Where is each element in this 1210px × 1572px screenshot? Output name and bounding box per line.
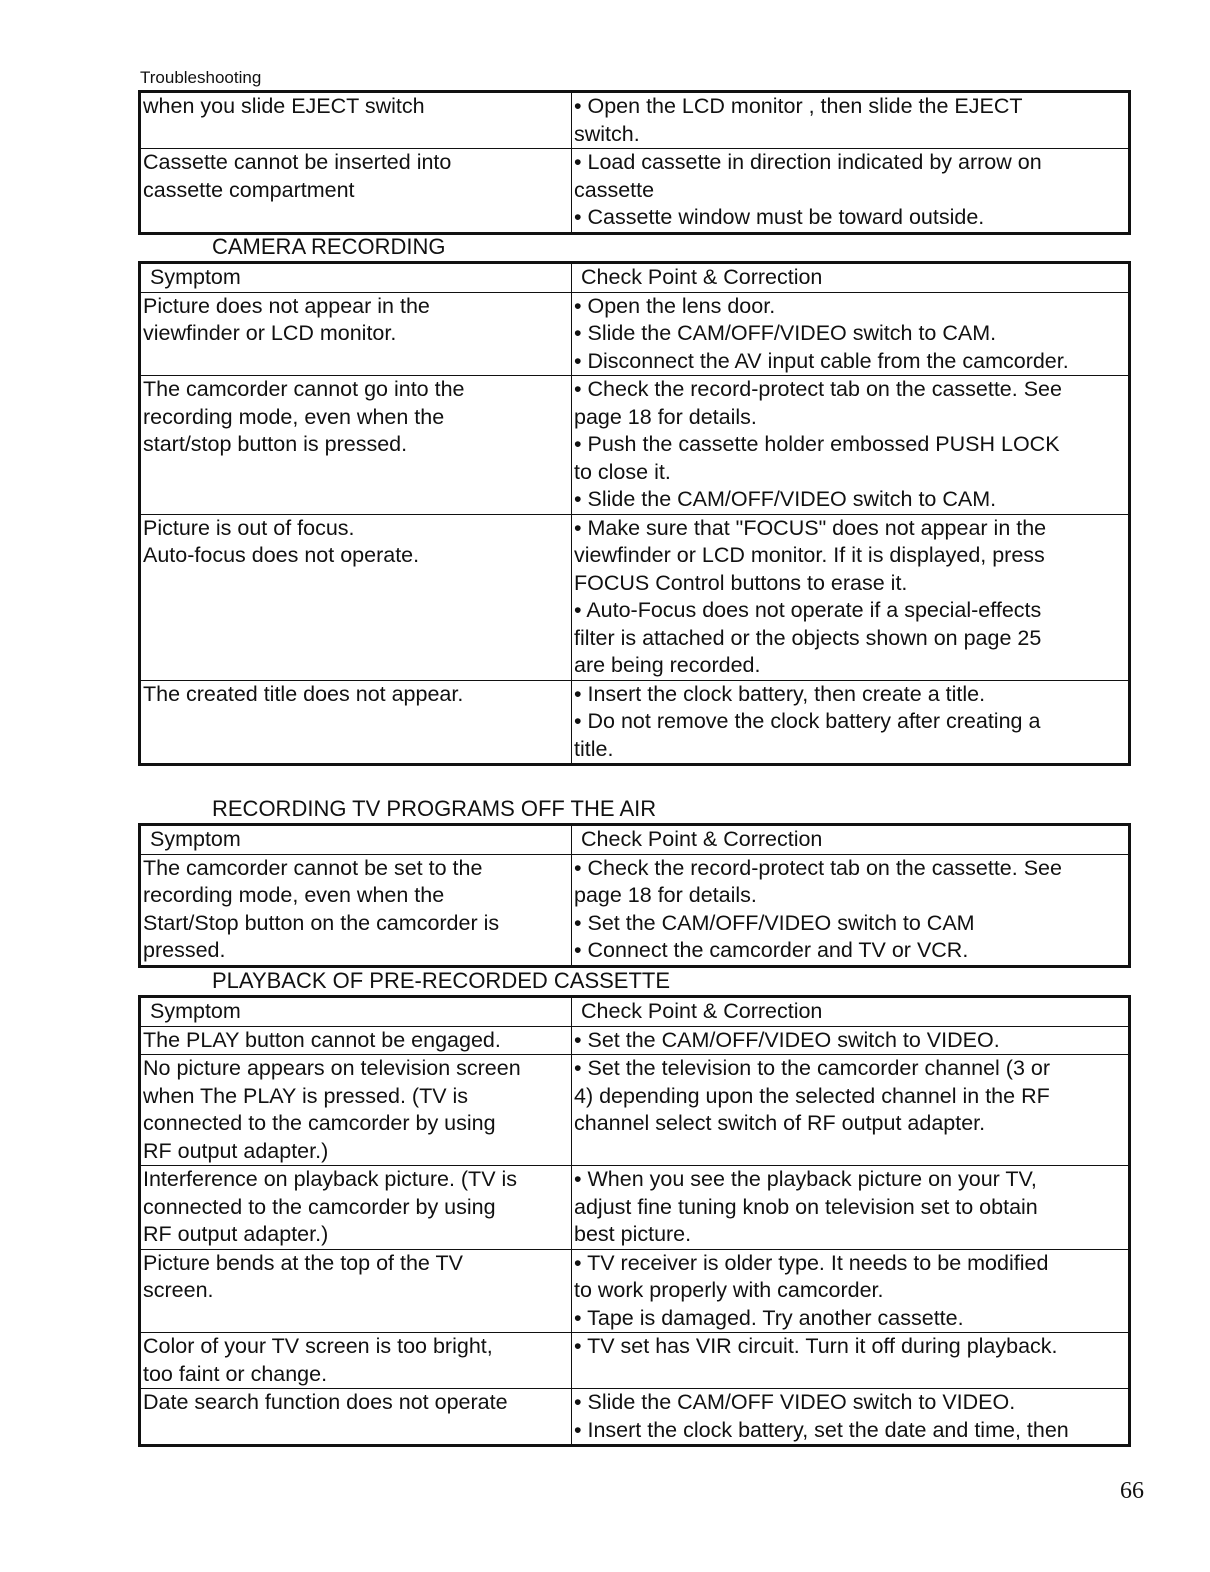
cell-line: Date search function does not operate — [143, 1390, 508, 1414]
correction-cell — [572, 376, 1130, 515]
symptom-cell — [140, 1166, 572, 1250]
page-number: 66 — [1120, 1478, 1144, 1504]
recording-tv-table — [138, 823, 1131, 968]
cell-line: • Set the CAM/OFF/VIDEO switch to VIDEO. — [574, 1027, 1000, 1052]
check-point-header: Check Point & Correction — [572, 825, 1130, 855]
table-row — [140, 92, 1130, 149]
symptom-cell — [140, 514, 572, 680]
cell-line: • Set the CAM/OFF/VIDEO switch to CAM — [574, 910, 975, 935]
symptom-cell — [140, 292, 572, 376]
table-header-row — [140, 825, 1130, 855]
cell-line: • When you see the playback picture on your TV, — [574, 1167, 1037, 1191]
cell-line: • Open the lens door. — [574, 293, 776, 318]
table-row — [140, 1026, 1130, 1055]
cell-line: • Insert the clock battery, then create a title. — [574, 681, 986, 706]
correction-cell — [572, 292, 1130, 376]
correction-cell — [572, 1055, 1130, 1166]
table-row — [140, 376, 1130, 515]
symptom-cell — [140, 1333, 572, 1389]
cell-line: connected to the camcorder by using — [143, 1111, 496, 1135]
cell-line: when you slide EJECT switch — [143, 94, 425, 118]
correction-cell — [572, 1166, 1130, 1250]
cell-line: • Do not remove the clock battery after creating a — [574, 709, 1041, 733]
correction-cell — [572, 680, 1130, 765]
cell-line: recording mode, even when the — [143, 404, 445, 429]
symptom-cell — [140, 854, 572, 966]
cell-line: Auto-focus does not operate. — [143, 543, 420, 567]
correction-cell — [572, 1026, 1130, 1055]
table-row — [140, 149, 1130, 234]
cell-line: • Load cassette in direction indicated by arrow on — [574, 150, 1042, 174]
recording-tv-body — [140, 854, 1130, 966]
cell-line: adjust fine tuning knob on television set to obtain — [574, 1194, 1038, 1219]
cell-line: • Check the record-protect tab on the cassette. See — [574, 855, 1062, 880]
symptom-header: Symptom — [140, 997, 572, 1027]
symptom-cell — [140, 680, 572, 765]
section-title-recording-tv: RECORDING TV PROGRAMS OFF THE AIR — [212, 796, 657, 821]
continued-table — [138, 90, 1131, 235]
table-row — [140, 1389, 1130, 1446]
camera-recording-table — [138, 261, 1131, 766]
table-row — [140, 854, 1130, 966]
table-row — [140, 1249, 1130, 1333]
symptom-cell — [140, 376, 572, 515]
cell-line: Interference on playback picture. (TV is — [143, 1167, 518, 1191]
cell-line: • Slide the CAM/OFF VIDEO switch to VIDEO. — [574, 1390, 1016, 1414]
table-row — [140, 514, 1130, 680]
cell-line: too faint or change. — [143, 1361, 328, 1386]
cell-line: The PLAY button cannot be engaged. — [143, 1027, 501, 1052]
continued-table-body — [140, 92, 1130, 234]
table-row — [140, 1055, 1130, 1166]
playback-table — [138, 995, 1131, 1447]
symptom-cell — [140, 1249, 572, 1333]
check-point-header: Check Point & Correction — [572, 997, 1130, 1027]
cell-line: The camcorder cannot go into the — [143, 377, 465, 401]
correction-cell — [572, 149, 1130, 234]
cell-line: Cassette cannot be inserted into — [143, 150, 452, 174]
correction-cell — [572, 92, 1130, 149]
correction-cell — [572, 854, 1130, 966]
cell-line: RF output adapter.) — [143, 1138, 329, 1163]
cell-line: cassette — [574, 177, 655, 202]
camera-recording-body — [140, 292, 1130, 765]
cell-line: • TV receiver is older type. It needs to be modified — [574, 1250, 1049, 1275]
cell-line: recording mode, even when the — [143, 883, 445, 907]
check-point-header: Check Point & Correction — [572, 263, 1130, 293]
cell-line: • Disconnect the AV input cable from the camcorder. — [574, 348, 1069, 373]
cell-line: • Slide the CAM/OFF/VIDEO switch to CAM. — [574, 321, 997, 345]
cell-line: • Tape is damaged. Try another cassette. — [574, 1305, 964, 1330]
cell-line: Start/Stop button on the camcorder is — [143, 910, 500, 935]
cell-line: • Open the LCD monitor , then slide the EJECT — [574, 94, 1023, 118]
cell-line: • Auto-Focus does not operate if a special-effects — [574, 598, 1042, 622]
table-row — [140, 292, 1130, 376]
cell-line: Picture is out of focus. — [143, 515, 355, 540]
cell-line: • Cassette window must be toward outside. — [574, 205, 985, 229]
cell-line: • TV set has VIR circuit. Turn it off during playback. — [574, 1334, 1058, 1358]
cell-line: Picture does not appear in the — [143, 293, 430, 318]
symptom-cell — [140, 1055, 572, 1166]
cell-line: • Push the cassette holder embossed PUSH LOCK — [574, 432, 1060, 456]
table-row — [140, 1333, 1130, 1389]
table-row — [140, 1166, 1130, 1250]
cell-line: when The PLAY is pressed. (TV is — [143, 1083, 469, 1108]
symptom-cell — [140, 1389, 572, 1446]
correction-cell — [572, 1249, 1130, 1333]
cell-line: best picture. — [574, 1222, 692, 1246]
cell-line: page 18 for details. — [574, 404, 757, 429]
cell-line: channel select switch of RF output adapter. — [574, 1111, 986, 1135]
cell-line: No picture appears on television screen — [143, 1056, 521, 1080]
correction-cell — [572, 1333, 1130, 1389]
cell-line: page 18 for details. — [574, 883, 757, 907]
symptom-header: Symptom — [140, 263, 572, 293]
table-header-row — [140, 997, 1130, 1027]
section-title-playback: PLAYBACK OF PRE-RECORDED CASSETTE — [212, 968, 671, 993]
cell-line: to work properly with camcorder. — [574, 1278, 884, 1302]
cell-line: filter is attached or the objects shown on page 25 — [574, 625, 1042, 650]
symptom-header: Symptom — [140, 825, 572, 855]
cell-line: start/stop button is pressed. — [143, 432, 408, 456]
cell-line: title. — [574, 736, 614, 761]
cell-line: The created title does not appear. — [143, 681, 464, 706]
cell-line: • Set the television to the camcorder channel (3 or — [574, 1056, 1051, 1080]
symptom-cell — [140, 149, 572, 234]
cell-line: • Check the record-protect tab on the cassette. See — [574, 377, 1062, 401]
cell-line: The camcorder cannot be set to the — [143, 855, 483, 880]
cell-line: • Make sure that "FOCUS" does not appear in the — [574, 515, 1047, 540]
correction-cell — [572, 514, 1130, 680]
cell-line: screen. — [143, 1278, 214, 1302]
cell-line: • Insert the clock battery, set the date and time, then — [574, 1417, 1069, 1442]
symptom-cell — [140, 1026, 572, 1055]
playback-body — [140, 1026, 1130, 1446]
cell-line: Picture bends at the top of the TV — [143, 1250, 463, 1275]
table-header-row — [140, 263, 1130, 293]
cell-line: viewfinder or LCD monitor. — [143, 321, 397, 345]
cell-line: RF output adapter.) — [143, 1222, 329, 1246]
cell-line: switch. — [574, 121, 640, 146]
cell-line: are being recorded. — [574, 653, 761, 677]
cell-line: FOCUS Control buttons to erase it. — [574, 570, 908, 595]
cell-line: Color of your TV screen is too bright, — [143, 1334, 493, 1358]
table-row — [140, 680, 1130, 765]
cell-line: • Connect the camcorder and TV or VCR. — [574, 938, 969, 962]
symptom-cell — [140, 92, 572, 149]
cell-line: • Slide the CAM/OFF/VIDEO switch to CAM. — [574, 487, 997, 511]
page-header: Troubleshooting — [140, 68, 262, 87]
section-title-camera-recording: CAMERA RECORDING — [212, 234, 446, 259]
cell-line: 4) depending upon the selected channel in the RF — [574, 1083, 1050, 1108]
cell-line: cassette compartment — [143, 177, 355, 202]
cell-line: to close it. — [574, 459, 671, 484]
correction-cell — [572, 1389, 1130, 1446]
cell-line: connected to the camcorder by using — [143, 1194, 496, 1219]
cell-line: viewfinder or LCD monitor. If it is displayed, press — [574, 543, 1045, 567]
cell-line: pressed. — [143, 938, 226, 962]
